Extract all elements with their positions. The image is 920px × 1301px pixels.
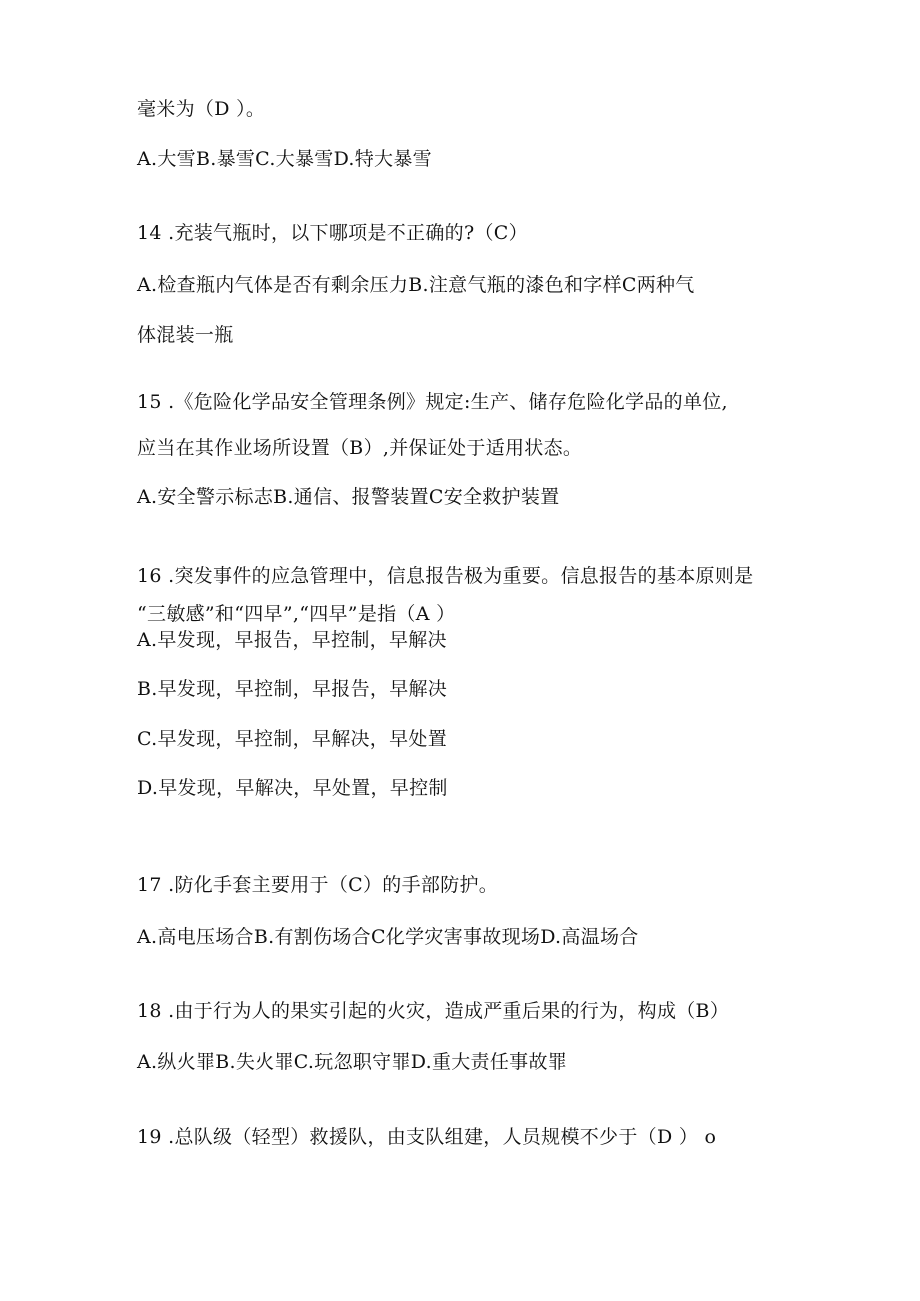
question-18-options: A.纵火罪B.失火罪C.玩忽职守罪D.重大责任事故罪 [137, 1051, 568, 1073]
question-13-options: A.大雪B.暴雪C.大暴雪D.特大暴雪 [137, 148, 432, 170]
question-15-stem: 15 .《危险化学品安全管理条例》规定:生产、储存危险化学品的单位, [137, 391, 728, 413]
question-16-stem-continuation: “三敏感”和“四早”,“四早”是指（A ） [137, 603, 456, 625]
question-19-stem: 19 .总队级（轻型）救援队，由支队组建，人员规模不少于（D ） o [137, 1126, 717, 1148]
question-14-stem: 14 .充装气瓶时，以下哪项是不正确的?（C） [137, 222, 528, 244]
question-17-options: A.高电压场合B.有割伤场合C化学灾害事故现场D.高温场合 [137, 926, 639, 948]
question-14-options-continuation: 体混装一瓶 [137, 324, 234, 346]
question-18-stem: 18 .由于行为人的果实引起的火灾，造成严重后果的行为，构成（B） [137, 1000, 730, 1022]
question-15-stem-continuation: 应当在其作业场所设置（B）,并保证处于适用状态。 [137, 437, 583, 459]
question-16-option-d: D.早发现，早解决，早处置，早控制 [137, 777, 448, 799]
question-16-option-b: B.早发现，早控制，早报告，早解决 [137, 678, 448, 700]
question-16-option-c: C.早发现，早控制，早解决，早处置 [137, 728, 448, 750]
question-14-options: A.检查瓶内气体是否有剩余压力B.注意气瓶的漆色和字样C两种气 [137, 274, 695, 296]
question-13-continuation: 毫米为（D ）。 [137, 98, 266, 120]
question-16-stem: 16 .突发事件的应急管理中，信息报告极为重要。信息报告的基本原则是 [137, 565, 754, 587]
question-17-stem: 17 .防化手套主要用于（C）的手部防护。 [137, 874, 499, 896]
question-16-option-a: A.早发现，早报告，早控制，早解决 [137, 629, 447, 651]
question-15-options: A.安全警示标志B.通信、报警装置C安全救护装置 [137, 486, 560, 508]
